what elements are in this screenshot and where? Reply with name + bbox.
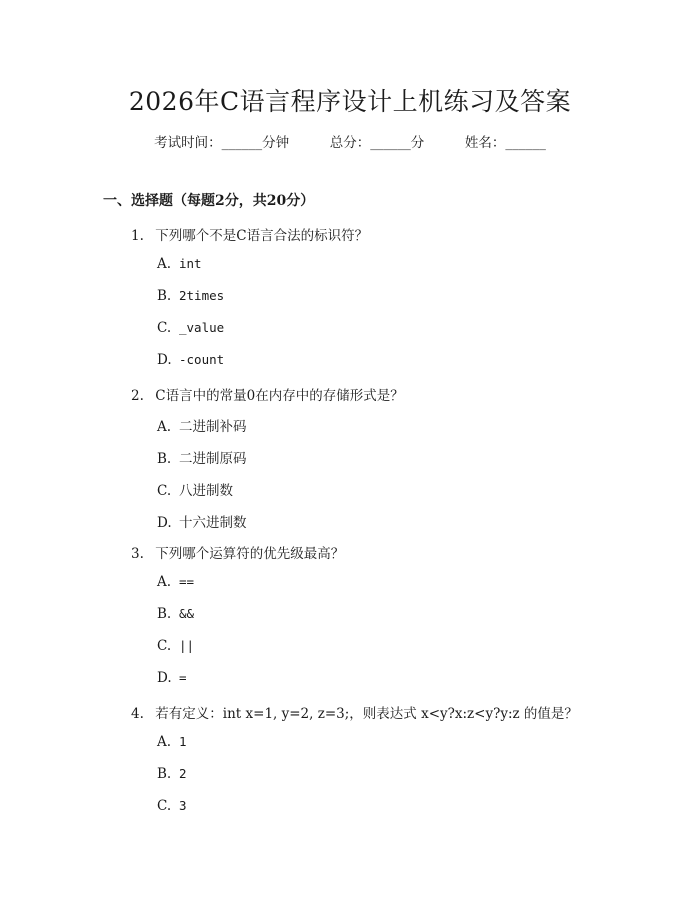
option-letter: C. bbox=[157, 638, 172, 654]
exam-time-label: 考试时间： bbox=[154, 135, 222, 151]
option-1a bbox=[157, 256, 202, 272]
question-text: 下列哪个运算符的优先级最高？ bbox=[155, 546, 345, 562]
option-3b bbox=[157, 606, 194, 622]
option-2c bbox=[157, 479, 233, 499]
exam-time-unit: 分钟 bbox=[262, 135, 290, 151]
option-2a bbox=[157, 415, 247, 435]
option-letter: A. bbox=[157, 734, 172, 750]
total-score-blank: ______ bbox=[370, 135, 411, 151]
question-text: C语言中的常量0在内存中的存储形式是？ bbox=[155, 388, 404, 404]
option-letter: A. bbox=[157, 574, 172, 590]
option-text: 2times bbox=[179, 288, 225, 303]
option-1b bbox=[157, 288, 224, 304]
total-score-unit: 分 bbox=[410, 135, 425, 151]
option-letter: D. bbox=[157, 670, 172, 686]
question-3 bbox=[131, 542, 344, 562]
section-heading: 一、选择题（每题2分，共20分） bbox=[103, 193, 315, 209]
option-text: || bbox=[179, 638, 195, 653]
name-label: 姓名： bbox=[464, 135, 506, 151]
option-2b bbox=[157, 447, 247, 467]
option-letter: A. bbox=[157, 256, 172, 272]
question-number: 1. bbox=[131, 228, 144, 244]
option-3a bbox=[157, 574, 194, 590]
option-2d bbox=[157, 511, 247, 531]
exam-time-blank: ______ bbox=[221, 135, 263, 151]
option-letter: C. bbox=[157, 483, 172, 499]
question-4 bbox=[131, 702, 578, 722]
option-letter: B. bbox=[157, 766, 172, 782]
option-letter: D. bbox=[157, 352, 172, 368]
option-letter: D. bbox=[157, 515, 172, 531]
option-letter: C. bbox=[157, 320, 172, 336]
option-letter: B. bbox=[157, 606, 172, 622]
option-letter: C. bbox=[157, 798, 172, 814]
option-1c bbox=[157, 320, 224, 336]
option-4a bbox=[157, 734, 187, 750]
question-text: 下列哪个不是C语言合法的标识符？ bbox=[155, 228, 369, 244]
option-text: -count bbox=[179, 352, 225, 367]
question-text: 若有定义：int x=1, y=2, z=3;，则表达式 x<y?x:z<y?y:z 的值是？ bbox=[155, 706, 578, 722]
question-2 bbox=[131, 384, 404, 404]
option-3c bbox=[157, 638, 194, 654]
option-4c bbox=[157, 798, 187, 814]
name-blank: ______ bbox=[505, 135, 546, 151]
exam-meta-line bbox=[0, 131, 700, 151]
option-text: 1 bbox=[179, 734, 187, 749]
option-4b bbox=[157, 766, 187, 782]
option-text: = bbox=[179, 670, 187, 685]
question-number: 2. bbox=[131, 388, 144, 404]
option-text: && bbox=[179, 606, 195, 621]
option-text: 八进制数 bbox=[179, 483, 233, 499]
option-text: 2 bbox=[179, 766, 187, 781]
option-text: 二进制原码 bbox=[179, 451, 247, 467]
option-3d bbox=[157, 670, 187, 686]
option-text: == bbox=[179, 574, 195, 589]
option-text: _value bbox=[179, 320, 225, 335]
question-number: 3. bbox=[131, 546, 144, 562]
document-title: 2026年C语言程序设计上机练习及答案 bbox=[128, 87, 572, 116]
total-score-label: 总分： bbox=[329, 135, 371, 151]
option-text: int bbox=[179, 256, 202, 271]
option-1d bbox=[157, 352, 224, 368]
question-number: 4. bbox=[131, 706, 144, 722]
option-letter: B. bbox=[157, 451, 172, 467]
option-text: 二进制补码 bbox=[179, 419, 247, 435]
question-1 bbox=[131, 224, 368, 244]
option-text: 3 bbox=[179, 798, 187, 813]
option-letter: A. bbox=[157, 419, 172, 435]
option-text: 十六进制数 bbox=[179, 515, 247, 531]
option-letter: B. bbox=[157, 288, 172, 304]
